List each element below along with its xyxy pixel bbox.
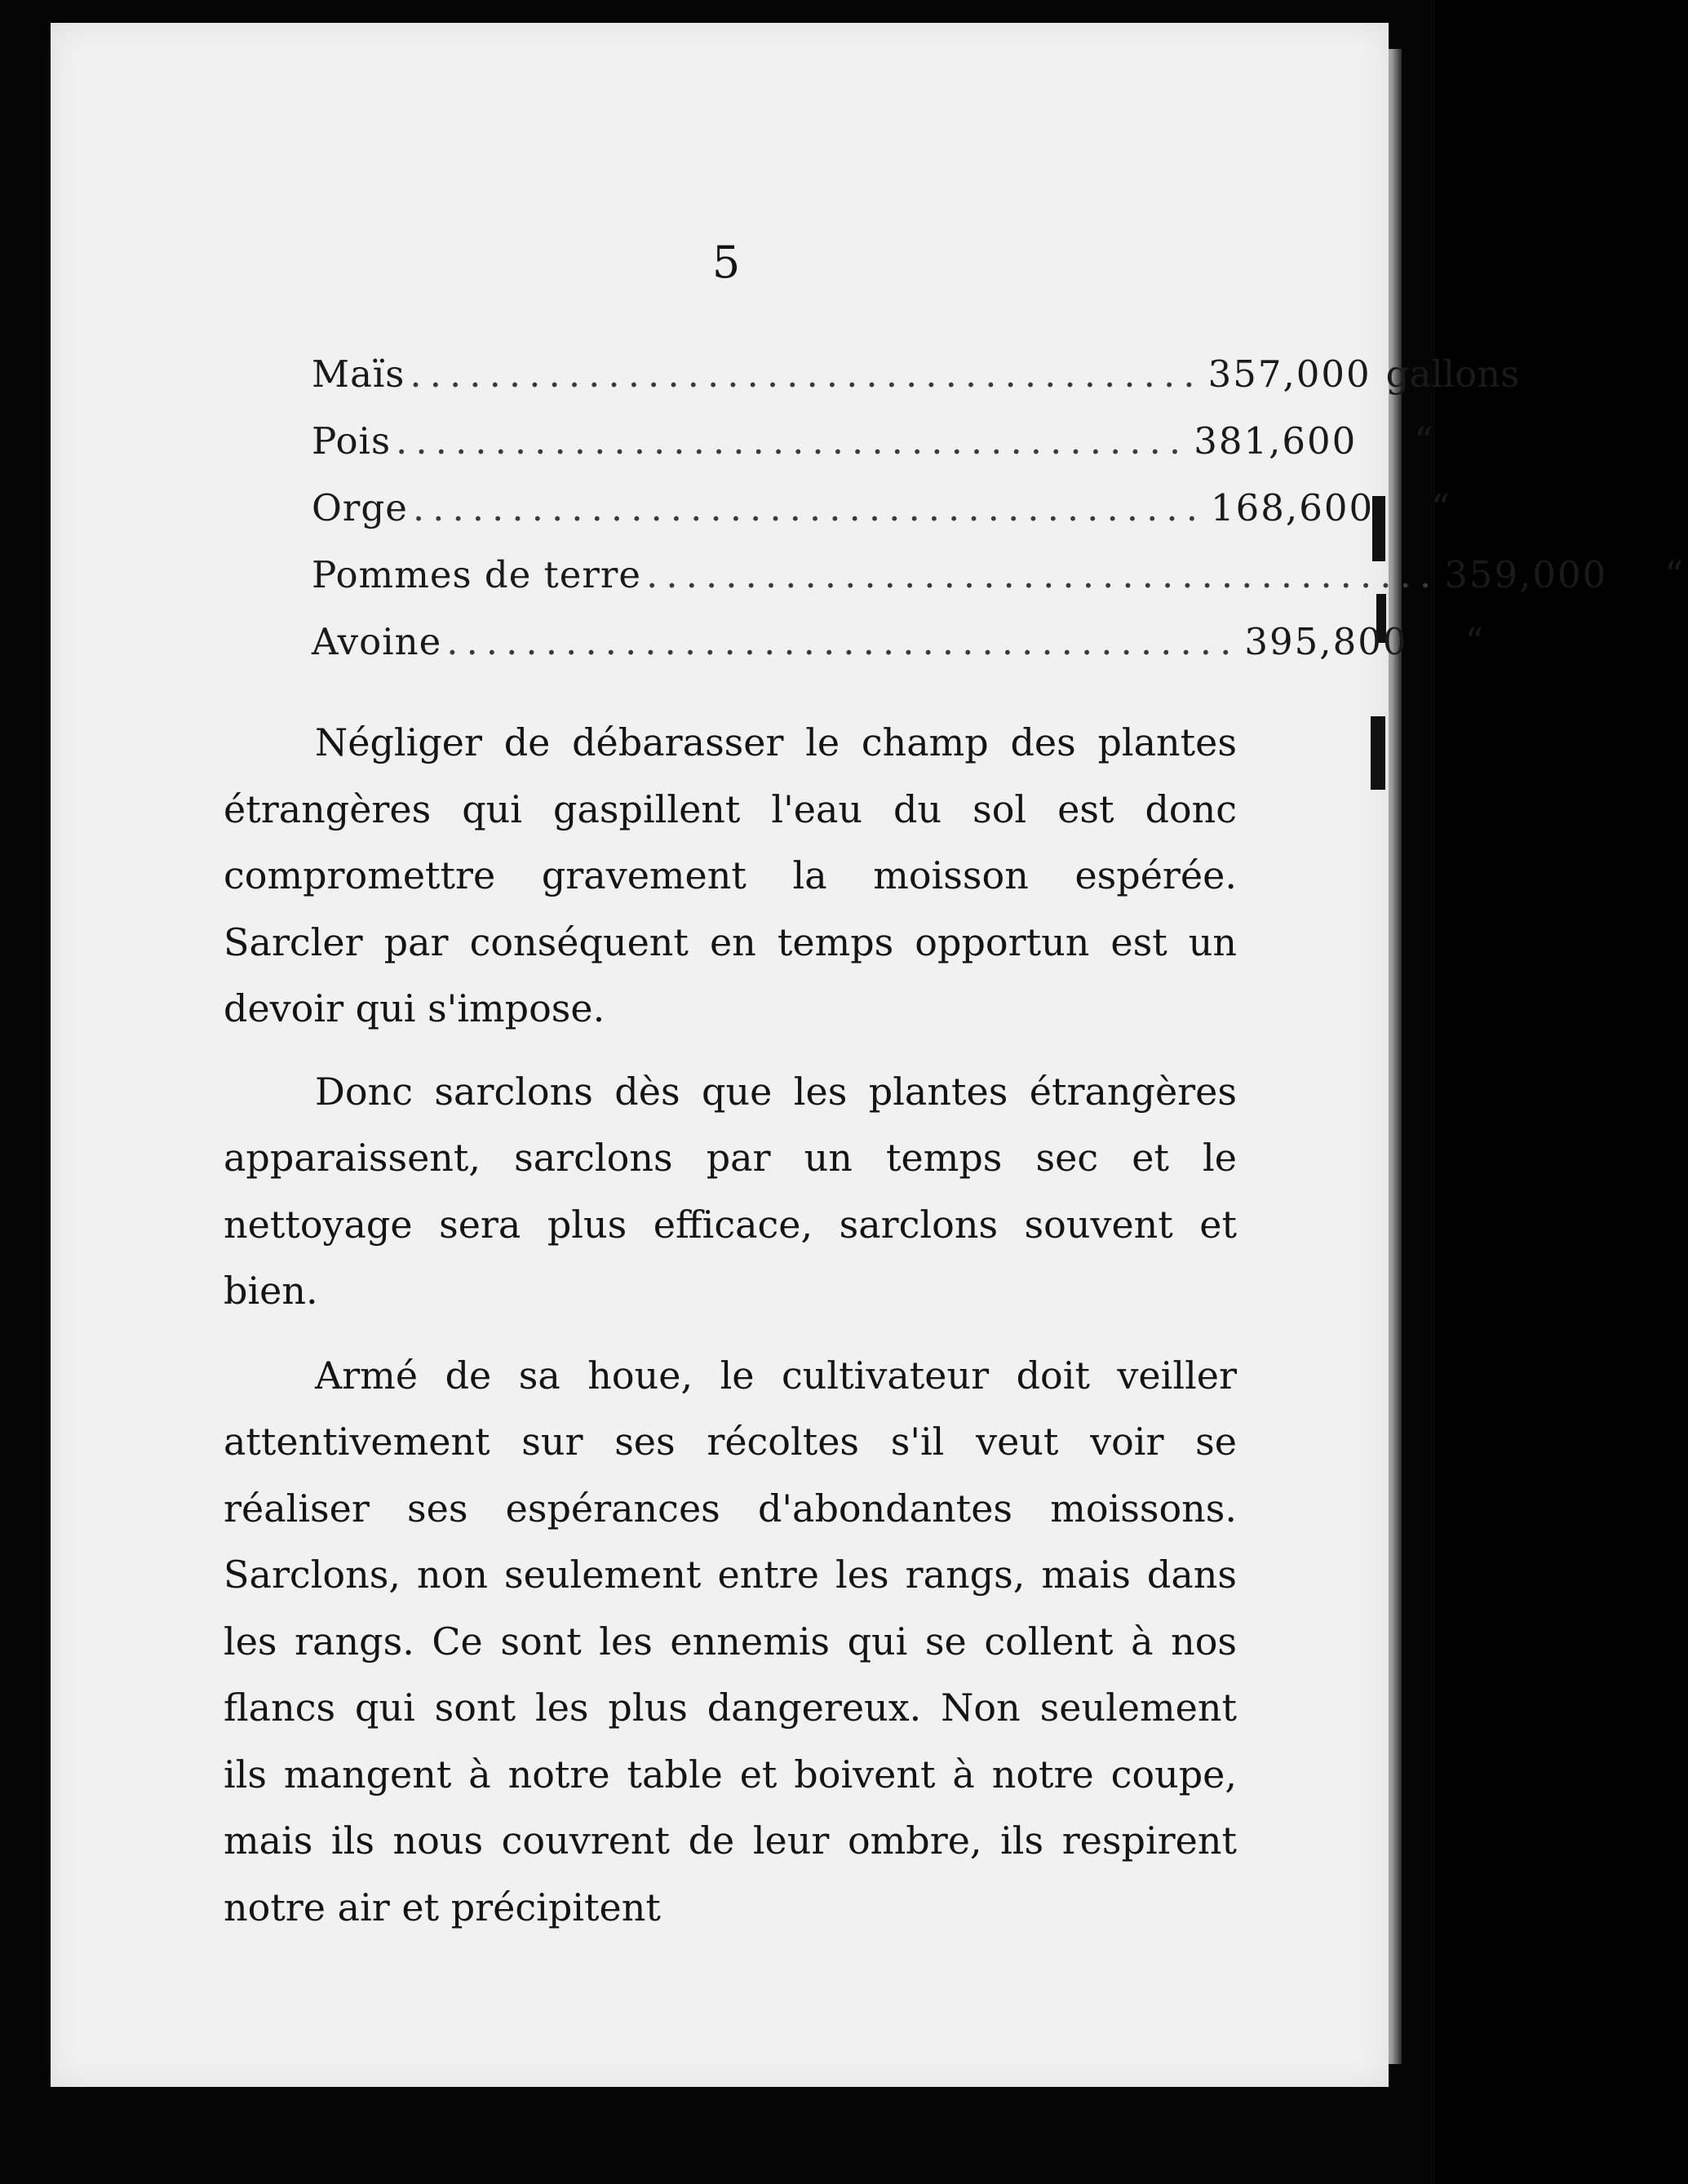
paragraph: Armé de sa houe, le cultivateur doit veiller attentivement sur ses récoltes s'il veut voir se réaliser ses espérances d'abondantes moissons. Sarclons, non seulement entre les rangs, mais dans les rangs. Ce sont les ennemis qui se collent à nos flancs qui sont les plus dangereux. Non seulement ils mangent à notre table et boivent à notre coupe, mais ils nous couvrent de leur ombre, ils respirent notre air et précipitent [224,1353,1237,1929]
crop-unit: “ [1664,553,1688,596]
dot-leader: ........................................ [410,352,1203,396]
table-row [312,553,1688,620]
crop-name: Pommes de terre [312,553,642,596]
table-row [312,352,1520,419]
crop-unit: gallons [1385,352,1520,396]
crop-name: Pois [312,419,392,463]
crop-water-table [312,352,1688,687]
dot-leader: ........................................ [446,620,1240,663]
dot-leader: ........................................ [396,419,1190,463]
page-number: 5 [711,237,741,288]
scan-blemish [1371,716,1385,790]
table-row [312,486,1455,553]
crop-amount: 359,000 [1444,553,1608,596]
crop-amount: 395,800 [1244,620,1408,663]
crop-amount: 357,000 [1207,352,1371,396]
crop-unit: “ [1464,620,1489,663]
crop-name: Avoine [312,620,442,663]
table-row [312,419,1438,486]
paragraph: Négliger de débarasser le champ des plantes étrangères qui gaspillent l'eau du sol est donc compromettre gravement la moisson espérée. Sarcler par conséquent en temps opportun est un devoir qui s'impose. [224,720,1237,1030]
dot-leader: ........................................ [646,553,1440,596]
crop-amount: 168,600 [1211,486,1375,529]
paragraph: Donc sarclons dès que les plantes étrangères apparaissent, sarclons par un temps sec et le nettoyage sera plus efficace, sarclons souvent et bien. [224,1069,1237,1313]
crop-name: Orge [312,486,408,529]
table-row [312,620,1489,687]
crop-unit: “ [1414,419,1438,463]
dot-leader: ........................................ [412,486,1207,529]
crop-amount: 381,600 [1194,419,1358,463]
crop-name: Maïs [312,352,405,396]
crop-unit: “ [1431,486,1455,529]
body-text [224,710,1237,1957]
